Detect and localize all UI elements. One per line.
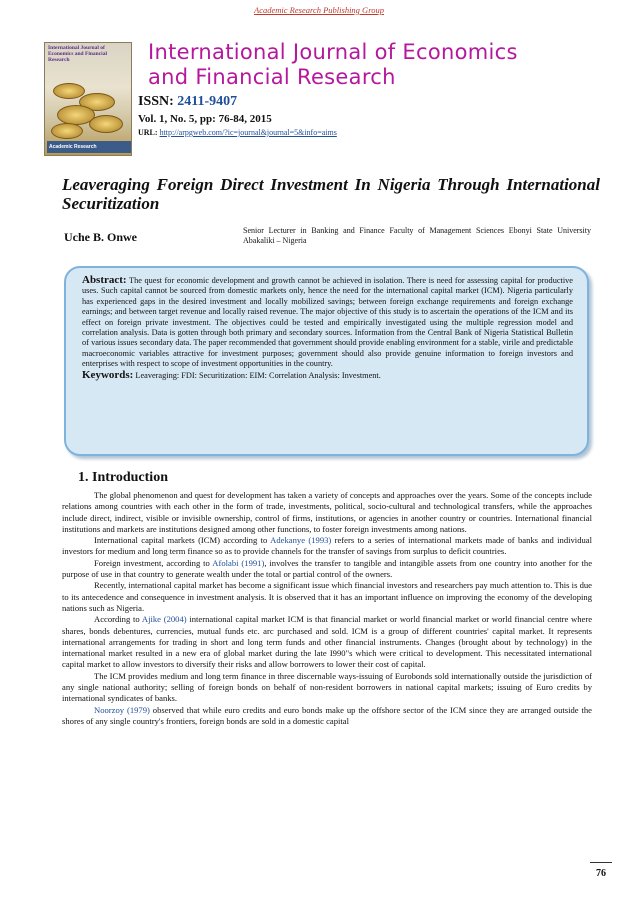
- introduction-body: [62, 490, 592, 727]
- citation-link[interactable]: Noorzoy (1979): [94, 704, 150, 715]
- article-title: Leaveraging Foreign Direct Investment In Nigeria Through International Securitization: [62, 175, 600, 213]
- journal-title: [148, 40, 518, 90]
- author-name: Uche B. Onwe: [64, 230, 137, 244]
- text-run: , involves the transfer to tangible and intangible assets from one country into another for the purpose of use in that country to generate wealth under the total or partial control of the owners.: [62, 557, 593, 580]
- keywords-label: Keywords:: [82, 368, 134, 381]
- citation-link[interactable]: Ajike (2004): [141, 614, 187, 625]
- journal-title-line1: International Journal of Economics: [148, 40, 518, 64]
- citation-link[interactable]: Adekanye (1993): [270, 535, 332, 546]
- keywords-text: Leaveraging: FDI: Securitization: EIM: Correlation Analysis: Investment.: [135, 370, 381, 380]
- url-label: URL:: [138, 128, 158, 137]
- journal-title-line2: and Financial Research: [148, 65, 396, 89]
- journal-cover-image: [44, 42, 132, 156]
- abstract-box: [64, 266, 589, 456]
- paragraph: [62, 535, 592, 558]
- journal-url: [138, 128, 337, 137]
- issn-label: ISSN:: [138, 94, 174, 109]
- page-number: 76: [596, 868, 606, 879]
- paragraph: [62, 705, 592, 728]
- cover-logo: Academic Research: [47, 141, 131, 153]
- abstract-paragraph: [82, 275, 573, 370]
- paragraph: The ICM provides medium and long term finance in three discernable ways-issuing of Eurobonds sold internationally outside the jurisdiction of any single national authority; selling of foreign bonds on behalf of non-resident borrowers in national capital markets; issuing of Euro credits by international syndicates of banks.: [62, 670, 592, 704]
- abstract-text: The quest for economic development and growth cannot be achieved in isolation. There is need for assessing capital for productive uses. Such capital cannot be sourced from domestic markets only, hence the need for the international capital market (ICM). Nigeria particularly has experienced gaps in the desired investment and locally mobilized savings; between foreign exchange requirements and foreign exchange earnings; and between target revenue and locally raised revenue. The major objective of this study is to ascertain the operations of the ICM and its effect on foreign private investment. The objectives could be tested and empirically investigated using the multiple regression model and correlation analysis. Data is gotten through both primary and secondary sources. Information from the Central Bank of Nigeria Statistical Bulletin of various issues secondary data. The paper recommended that government should provide enabling environment for a stable, virile and predictable macroeconomic variables attractive for investment purposes; government should also provide genuine information to foreign investors and enterprises with respect to scope of investment opportunities in the country.: [82, 276, 573, 369]
- keywords-paragraph: [82, 370, 573, 381]
- coin-icon: [89, 115, 123, 133]
- text-run: Foreign investment, according to: [94, 557, 213, 568]
- cover-title: International Journal of Economics and Financial Research: [48, 45, 107, 63]
- issn: [138, 94, 237, 110]
- publisher-header[interactable]: Academic Research Publishing Group: [254, 5, 384, 15]
- abstract-label: Abstract:: [82, 274, 127, 286]
- text-run: international capital market ICM is that financial market or world financial market or world financial centre where shares, bonds debentures, currencies, mutual funds etc. arc purchased and sold. ICM is a group of different countries' capital market. It represents international arrangements for trading in short and long term funds and other financial instruments. Changes (brought about by technology) in the international market resulted in a new era of global market during the late I990"s which were critical to development. This necessitated international capital market to allow investors to diversify their risks and allow borrowers to lower their cost of capital.: [62, 614, 593, 670]
- journal-url-link[interactable]: http://arpgweb.com/?ic=journal&journal=5&info=aims: [159, 128, 337, 137]
- author-affiliation: Senior Lecturer in Banking and Finance Faculty of Management Sciences Ebonyi State University Abakaliki – Nigeria: [243, 226, 591, 245]
- paragraph: The global phenomenon and quest for development has taken a variety of concepts and approaches over the years. Some of the concepts include relations among countries with each other in the form of trade, investments, political, socio-cultural and technological transfers, while the approaches include direct, indirect, visible or invisible ownership, control of firms, institutions, or agencies in another country or countries. International financial institutions and markets are institutions designed among other functions, to foster foreign investments among nations.: [62, 490, 592, 534]
- text-run: observed that while euro credits and euro bonds make up the offshore sector of the ICM since they are arranged outside the shores of any single country's frontiers, foreign bonds are sold in a domestic capital: [62, 704, 592, 726]
- coin-icon: [51, 123, 83, 139]
- text-run: International capital markets (ICM) according to: [94, 535, 271, 546]
- footer-rule: [590, 862, 612, 863]
- text-run: According to: [94, 614, 142, 625]
- text-run: refers to a series of international markets made of banks and individual investors for medium and long term finance so as to provide channels for the transfer of savings from surplus to deficit countries.: [62, 535, 592, 557]
- citation-link[interactable]: Afolabi (1991): [212, 557, 265, 568]
- coin-icon: [53, 83, 85, 99]
- section-heading: 1. Introduction: [78, 470, 168, 485]
- paragraph: [62, 558, 592, 581]
- paragraph: [62, 614, 592, 670]
- volume-info: Vol. 1, No. 5, pp: 76-84, 2015: [138, 113, 272, 125]
- issn-value: 2411-9407: [177, 94, 238, 109]
- paragraph: Recently, international capital market has become a significant issue which financial investors and researchers pay much attention to. This is due to its antecedence and consequence in investment analysis. It is observed that it has an important influence on improving the economy of the developing nations such as Nigeria.: [62, 580, 592, 613]
